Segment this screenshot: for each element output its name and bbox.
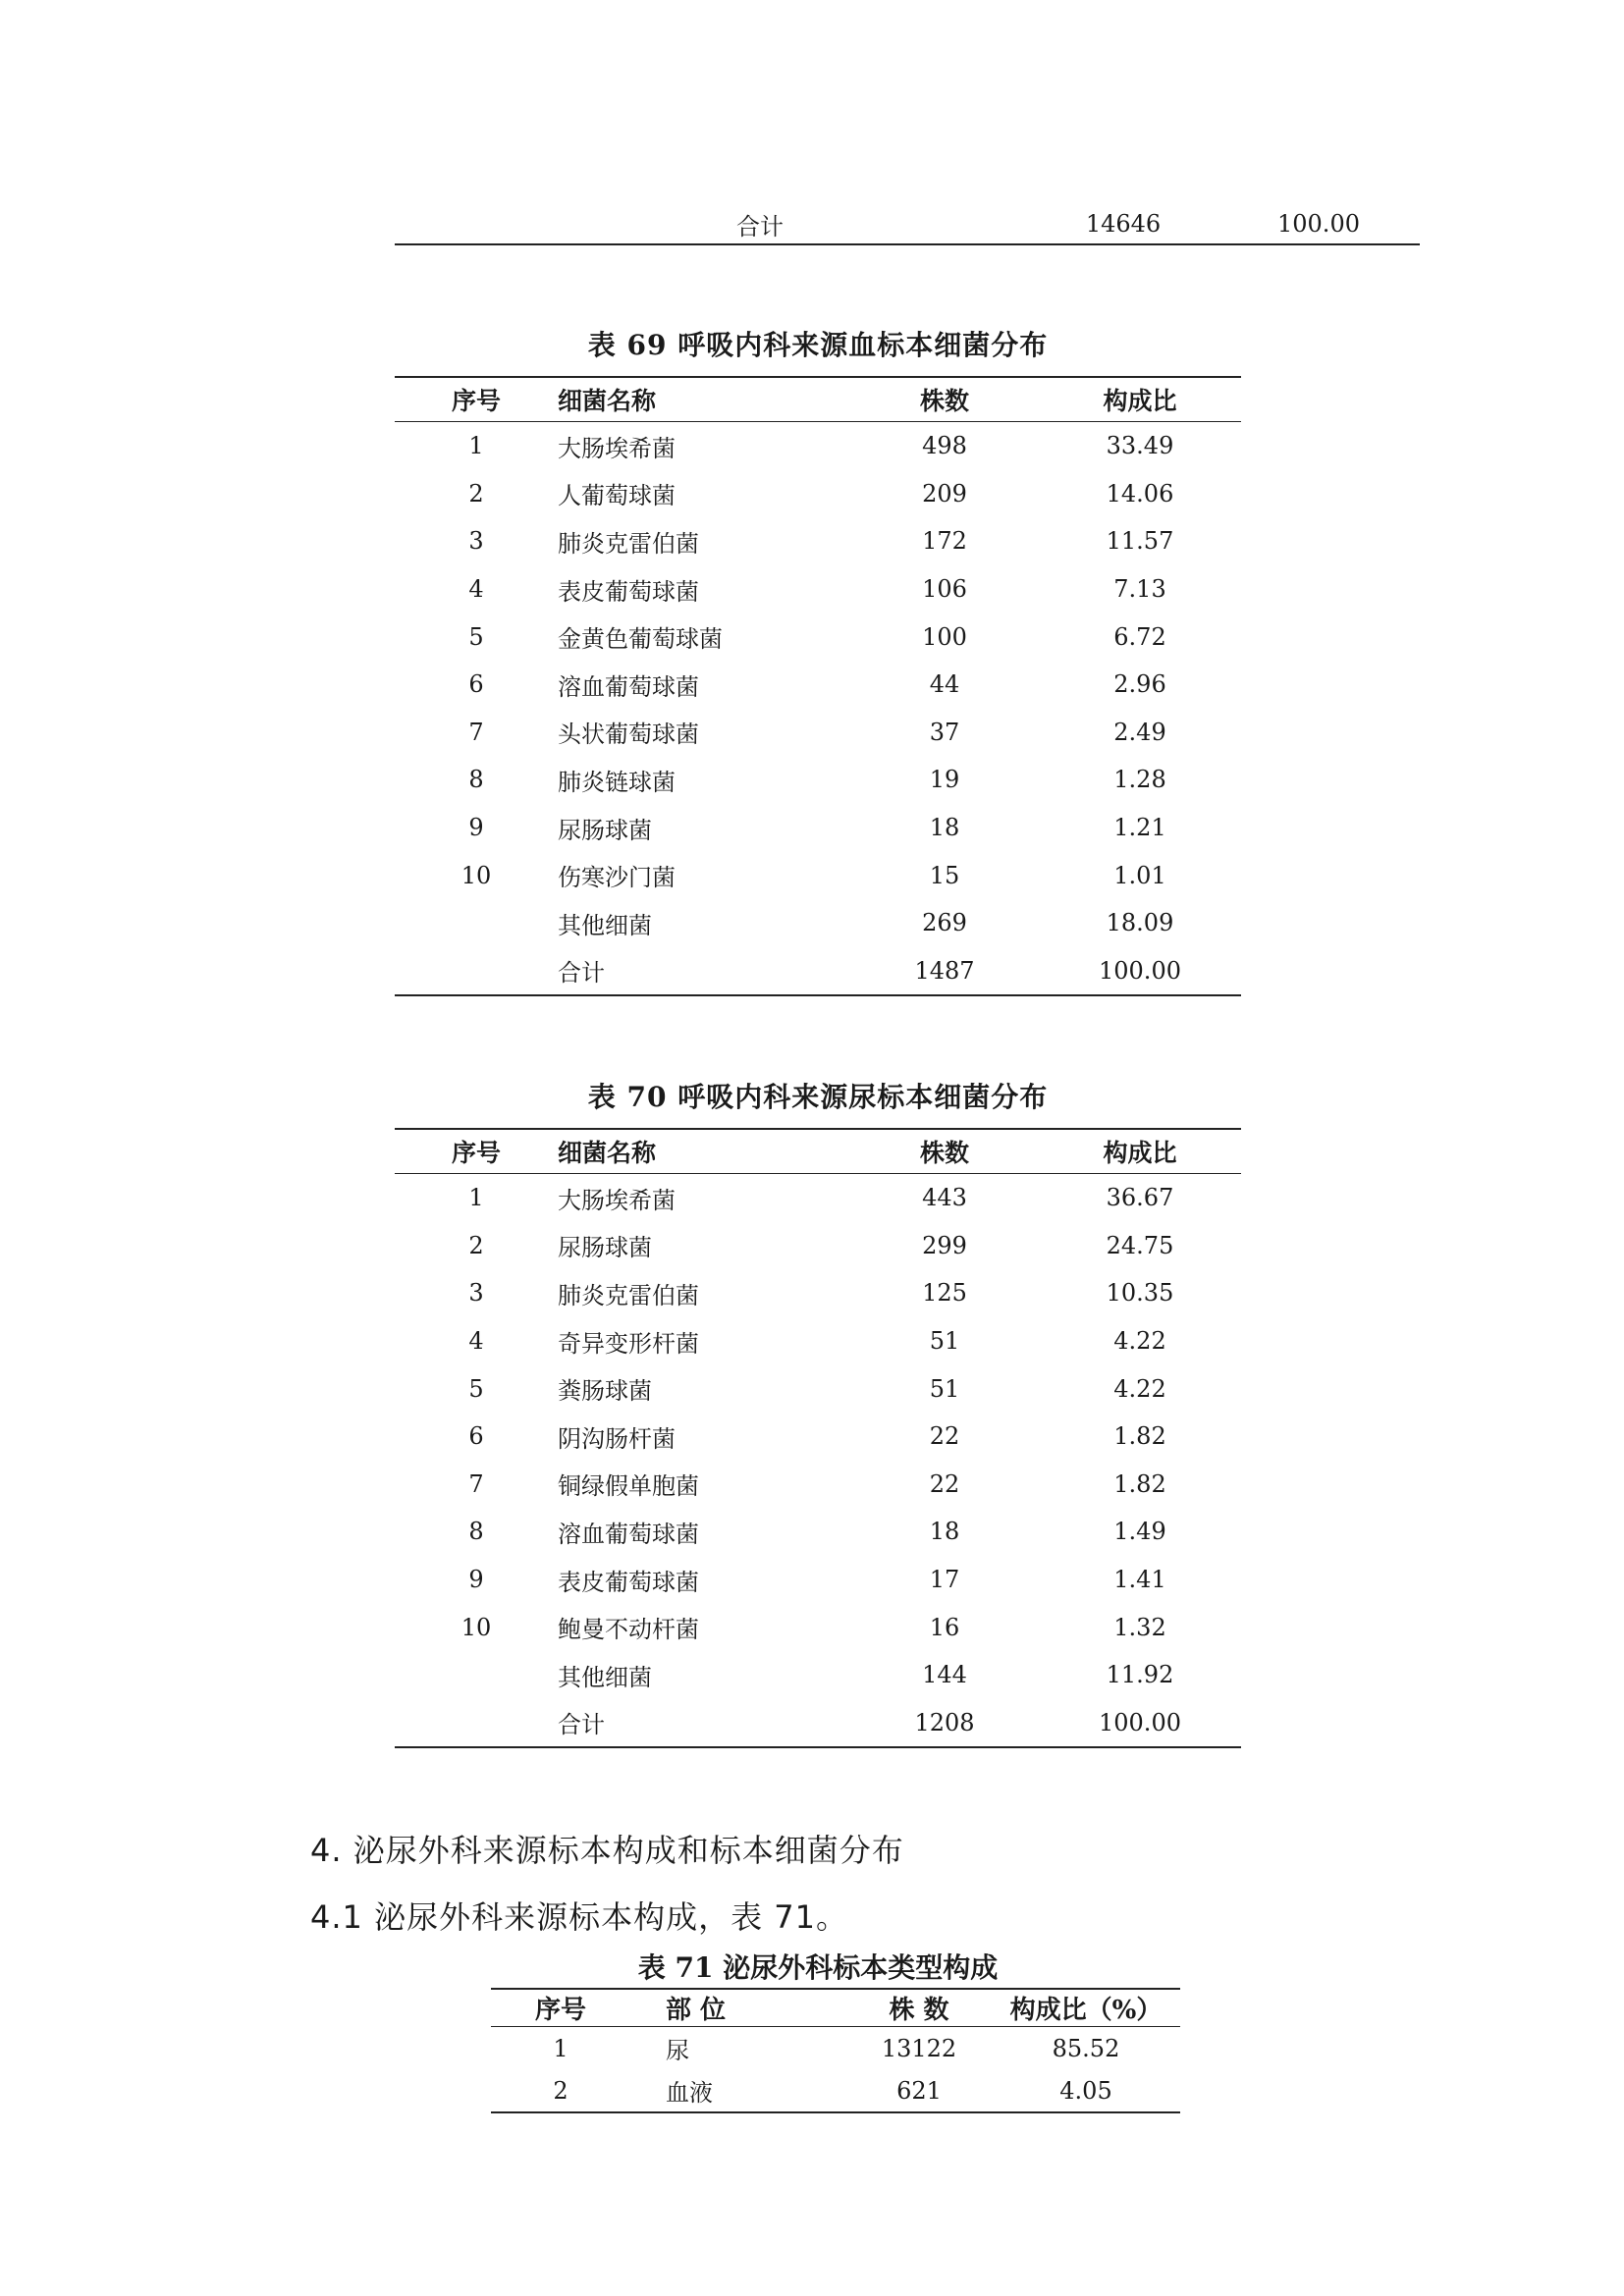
row-index: 1	[468, 432, 484, 460]
strain-count: 19	[929, 766, 960, 794]
bacteria-name: 鲍曼不动杆菌	[558, 1616, 699, 1644]
percentage: 6.72	[1113, 622, 1166, 651]
percentage: 11.57	[1106, 527, 1174, 556]
bacteria-name: 合计	[558, 947, 850, 996]
strain-count: 443	[922, 1184, 967, 1212]
table-row	[395, 756, 1241, 804]
strain-count: 17	[929, 1566, 960, 1594]
header-count: 株数	[850, 1129, 1039, 1174]
row-index: 6	[468, 1422, 484, 1451]
strain-count: 299	[922, 1231, 967, 1259]
table-row	[395, 1699, 1241, 1748]
row-index: 6	[468, 670, 484, 699]
bacteria-name: 肺炎克雷伯菌	[558, 529, 699, 558]
bacteria-name: 表皮葡萄球菌	[558, 577, 699, 606]
specimen-site: 血液	[630, 2069, 846, 2112]
table-row	[395, 661, 1241, 709]
row-index: 3	[468, 527, 484, 556]
bacteria-name: 金黄色葡萄球菌	[558, 625, 723, 654]
row-index: 3	[468, 1279, 484, 1308]
header-site: 部 位	[630, 1989, 846, 2027]
percentage: 18.09	[1106, 909, 1174, 937]
table-cell	[395, 204, 558, 244]
table-row	[395, 1269, 1241, 1317]
header-percent: 构成比	[1039, 1129, 1241, 1174]
bacteria-name: 伤寒沙门菌	[558, 864, 676, 892]
table-row	[395, 517, 1241, 565]
percentage: 33.49	[1106, 432, 1174, 460]
table-row	[395, 613, 1241, 661]
bacteria-name: 表皮葡萄球菌	[558, 1568, 699, 1596]
table-row	[395, 947, 1241, 996]
row-index: 5	[468, 1374, 484, 1403]
row-index: 9	[468, 1566, 484, 1594]
bacteria-name: 奇异变形杆菌	[558, 1329, 699, 1358]
table-row	[395, 565, 1241, 614]
table-69-title: 表 69 呼吸内科来源血标本细菌分布	[587, 329, 1049, 361]
row-index: 7	[468, 1469, 484, 1498]
header-count: 株 数	[846, 1989, 992, 2027]
strain-count: 18	[929, 814, 960, 842]
percentage: 1.01	[1113, 861, 1166, 889]
total-label: 合计	[558, 204, 1029, 244]
strain-count: 16	[929, 1613, 960, 1641]
table-header-row	[491, 1989, 1180, 2027]
percentage: 36.67	[1106, 1184, 1174, 1212]
header-percent: 构成比（%）	[992, 1989, 1180, 2027]
strain-count: 22	[929, 1422, 960, 1451]
row-index: 1	[468, 1184, 484, 1212]
percentage: 2.96	[1113, 670, 1166, 699]
table-row	[395, 1174, 1241, 1222]
row-index	[395, 899, 558, 947]
strain-count: 172	[922, 527, 967, 556]
bacteria-name: 合计	[558, 1699, 850, 1748]
table-header-row	[395, 1129, 1241, 1174]
table-69-body	[395, 422, 1241, 996]
row-index: 7	[468, 718, 484, 746]
row-index	[395, 947, 558, 996]
table-row	[395, 1364, 1241, 1413]
percentage: 1.82	[1113, 1422, 1166, 1451]
strain-count: 51	[929, 1374, 960, 1403]
percentage: 1.28	[1113, 766, 1166, 794]
row-index: 2	[491, 2069, 630, 2112]
row-index: 4	[468, 1327, 484, 1356]
strain-count: 621	[846, 2069, 992, 2112]
bacteria-name: 大肠埃希菌	[558, 434, 676, 462]
percentage: 14.06	[1106, 479, 1174, 507]
strain-count: 44	[929, 670, 960, 699]
table-row	[395, 422, 1241, 470]
table-row	[395, 709, 1241, 757]
strain-count: 1487	[850, 947, 1039, 996]
percentage: 100.00	[1039, 947, 1241, 996]
row-index: 8	[468, 1518, 484, 1546]
bacteria-name: 溶血葡萄球菌	[558, 672, 699, 701]
bacteria-name: 肺炎链球菌	[558, 768, 676, 796]
percentage: 10.35	[1106, 1279, 1174, 1308]
table-row	[395, 1413, 1241, 1461]
percentage: 24.75	[1106, 1231, 1174, 1259]
bacteria-name: 大肠埃希菌	[558, 1186, 676, 1214]
strain-count: 37	[929, 718, 960, 746]
percentage: 4.22	[1113, 1327, 1166, 1356]
table-row	[395, 1222, 1241, 1270]
row-index	[395, 1651, 558, 1699]
header-index: 序号	[491, 1989, 630, 2027]
percentage: 7.13	[1113, 575, 1166, 604]
bacteria-name: 头状葡萄球菌	[558, 721, 699, 749]
strain-count: 209	[922, 479, 967, 507]
row-index	[395, 1699, 558, 1748]
strain-count: 51	[929, 1327, 960, 1356]
row-index: 9	[468, 814, 484, 842]
bacteria-name: 尿肠球菌	[558, 1234, 652, 1262]
table-70-body	[395, 1174, 1241, 1748]
continuation-table	[395, 204, 1420, 245]
bacteria-name: 其他细菌	[558, 1663, 652, 1691]
table-71-title: 表 71 泌尿外科标本类型构成	[637, 1951, 999, 1984]
bacteria-name: 肺炎克雷伯菌	[558, 1281, 699, 1309]
bacteria-name: 溶血葡萄球菌	[558, 1520, 699, 1548]
specimen-site: 尿	[666, 2037, 689, 2064]
strain-count: 15	[929, 861, 960, 889]
strain-count: 22	[929, 1469, 960, 1498]
header-name: 细菌名称	[558, 1129, 850, 1174]
table-row	[395, 1556, 1241, 1604]
header-name: 细菌名称	[558, 377, 850, 422]
row-index: 5	[468, 622, 484, 651]
percentage: 4.05	[992, 2069, 1180, 2112]
table-70-title: 表 70 呼吸内科来源尿标本细菌分布	[587, 1081, 1049, 1113]
row-index: 2	[468, 1231, 484, 1259]
row-index: 10	[460, 861, 492, 889]
table-70	[395, 1128, 1241, 1748]
table-row	[491, 2027, 1180, 2070]
bacteria-name: 阴沟肠杆菌	[558, 1424, 676, 1453]
bacteria-name: 粪肠球菌	[558, 1377, 652, 1406]
header-index: 序号	[395, 377, 558, 422]
row-index: 4	[468, 575, 484, 604]
percentage: 85.52	[1052, 2034, 1120, 2062]
section-heading: 4. 泌尿外科来源标本构成和标本细菌分布	[310, 1832, 904, 1869]
table-row	[395, 470, 1241, 518]
header-index: 序号	[395, 1129, 558, 1174]
table-row	[395, 804, 1241, 852]
strain-count: 13122	[881, 2034, 957, 2062]
bacteria-name: 尿肠球菌	[558, 816, 652, 844]
table-row	[395, 204, 1420, 244]
strain-count: 106	[922, 575, 967, 604]
strain-count: 125	[922, 1279, 967, 1308]
strain-count: 18	[929, 1518, 960, 1546]
total-percent: 100.00	[1218, 204, 1420, 244]
percentage: 2.49	[1113, 718, 1166, 746]
bacteria-name: 铜绿假单胞菌	[558, 1472, 699, 1501]
percentage: 4.22	[1113, 1374, 1166, 1403]
table-row	[395, 899, 1241, 947]
table-row	[395, 1603, 1241, 1651]
percentage: 100.00	[1039, 1699, 1241, 1748]
table-69	[395, 376, 1241, 996]
percentage: 1.82	[1113, 1469, 1166, 1498]
percentage: 1.21	[1113, 814, 1166, 842]
table-row	[395, 1651, 1241, 1699]
section-subheading: 4.1 泌尿外科来源标本构成，表 71。	[310, 1898, 848, 1936]
row-index: 2	[468, 479, 484, 507]
strain-count: 100	[922, 622, 967, 651]
table-row	[395, 851, 1241, 899]
header-count: 株数	[850, 377, 1039, 422]
table-row	[395, 1317, 1241, 1365]
strain-count: 144	[922, 1661, 967, 1689]
strain-count: 269	[922, 909, 967, 937]
strain-count: 1208	[850, 1699, 1039, 1748]
percentage: 11.92	[1106, 1661, 1174, 1689]
bacteria-name: 人葡萄球菌	[558, 482, 676, 510]
strain-count: 498	[922, 432, 967, 460]
table-71-body	[491, 2027, 1180, 2113]
table-header-row	[395, 377, 1241, 422]
percentage: 1.32	[1113, 1613, 1166, 1641]
table-row	[395, 1508, 1241, 1556]
total-count: 14646	[1029, 204, 1218, 244]
header-percent: 构成比	[1039, 377, 1241, 422]
table-row	[491, 2069, 1180, 2112]
table-71	[491, 1988, 1180, 2113]
row-index: 10	[460, 1613, 492, 1641]
table-row	[395, 1461, 1241, 1509]
percentage: 1.41	[1113, 1566, 1166, 1594]
bacteria-name: 其他细菌	[558, 911, 652, 939]
row-index: 8	[468, 766, 484, 794]
row-index: 1	[553, 2034, 568, 2062]
percentage: 1.49	[1113, 1518, 1166, 1546]
